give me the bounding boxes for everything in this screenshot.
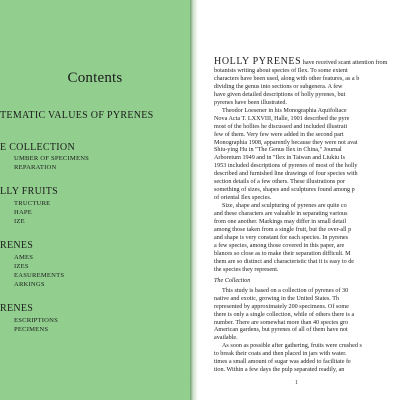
toc-section-heading: TEMATIC VALUES OF PYRENES	[0, 110, 154, 121]
text-line	[214, 58, 400, 68]
text-line: number. There are somewhat more than 40 species gro	[214, 319, 349, 326]
text-line: botanists writing about species of Ilex. To some extent	[214, 67, 348, 74]
contents-list	[0, 0, 190, 400]
toc-subsection-item: IZES	[14, 263, 29, 270]
book-gutter	[190, 0, 198, 400]
text-line: few of them. Very few were added in the second part	[214, 131, 344, 138]
text-line: Size, shape and sculpturing of pyrenes are quite co	[222, 203, 347, 210]
text-line: American gardens, but pyrenes of all of them have not	[214, 327, 348, 334]
toc-subsection-item: TRUCTURE	[14, 200, 51, 207]
toc-subsection-item: IZE	[14, 218, 25, 225]
text-line: of oriental Ilex species.	[214, 195, 272, 202]
text-line: among those taken from a single fruit, but the over-all p	[214, 227, 352, 234]
text-line: them are so distinct and characteristic that it is easy to de	[214, 258, 354, 265]
text-line: most of the hollies he discussed and included illustrati	[214, 123, 348, 130]
text-line: Arboretum 1949 and in "Ilex in Taiwan and Liukiu Is	[214, 155, 346, 162]
toc-subsection-item: HAPE	[14, 209, 33, 216]
toc-subsection-item: REPARATION	[14, 164, 57, 171]
toc-section-heading: RENES	[0, 240, 34, 251]
toc-subsection-item: AMES	[14, 254, 34, 261]
toc-subsection-item: PECIMENS	[14, 326, 49, 333]
toc-section-heading: LLY FRUITS	[0, 186, 59, 197]
text-line: and these characters are valuable in separating various	[214, 211, 348, 218]
toc-section-heading: RENES	[0, 303, 34, 314]
toc-subsection-item: UMBER OF SPECIMENS	[14, 155, 90, 162]
toc-subsection-item: EASUREMENTS	[14, 272, 65, 279]
text-line: blances so close as to make their separation difficult. M	[214, 250, 351, 257]
text-line: dividing the genus into sections or subgenera. A few	[214, 83, 343, 90]
toc-subsection-item: ARKINGS	[14, 281, 45, 288]
text-line: Monographia 1908, apparently because they were not avai	[214, 139, 358, 146]
contents-page	[0, 0, 190, 400]
toc-subsection-item: ESCRIPTIONS	[14, 317, 58, 324]
text-line: Shiu-ying Hu in "The Genus Ilex in China," Journal	[214, 147, 342, 154]
text-line: available.	[214, 335, 238, 342]
text-line: represented by approximately 200 specimens. Of some	[214, 303, 349, 310]
body-text	[214, 58, 400, 375]
section-heading: The Collection	[214, 277, 251, 284]
text-line: native and exotic, growing in the United States. Th	[214, 295, 340, 302]
text-line: from one another. Markings may differ in small detail	[214, 219, 347, 226]
text-line: 1953 included descriptions of pyrenes of most of the holly	[214, 163, 358, 170]
text-line: Nova Acta T. LXXVIII, Halle, 1901 described the pyre	[214, 115, 350, 122]
text-line: a few species, among those covered in this paper, are	[214, 242, 345, 249]
text-line: times a small amount of sugar was added to facilitate fe	[214, 359, 351, 366]
toc-section-heading: E COLLECTION	[0, 142, 75, 153]
text-line: and shape is very constant for each species. In pyrenes	[214, 234, 349, 241]
text-line: have given detailed descriptions of holly pyrenes, but	[214, 91, 346, 98]
page-number: 1	[295, 380, 298, 386]
text-line: pyrenes have been illustrated.	[214, 99, 287, 106]
text-line: something of sizes, shapes and sculptures found among p	[214, 187, 355, 194]
text-line: characters have been used, along with other features, as a b	[214, 75, 360, 82]
opening-line-rest: have received scant attention from	[301, 60, 388, 66]
text-line: there is only a single collection, while of others there is a	[214, 311, 355, 318]
text-line: Theodor Loesener in his Monographia Aquifoliace	[222, 107, 347, 114]
text-line: section details of a few others. These illustrations por	[214, 179, 346, 186]
opening-words: HOLLY PYRENES	[214, 56, 302, 67]
text-line: As soon as possible after gathering, fruits were crushed s	[222, 343, 362, 350]
text-line: the species they represent.	[214, 266, 279, 273]
text-line: tion. Within a few days the pulp separated readily, an	[214, 367, 345, 374]
text-line: to break their coats and then placed in jars with water.	[214, 351, 347, 358]
text-line: described and furnished line drawings of four species with	[214, 171, 358, 178]
text-line: This study is based on a collection of pyrenes of 30	[222, 287, 349, 294]
contents-title: Contents	[67, 70, 123, 86]
